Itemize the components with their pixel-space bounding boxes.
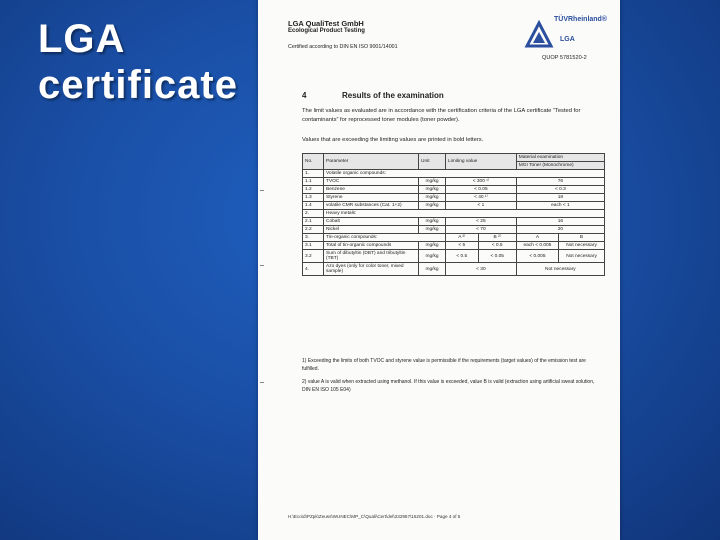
footnote-1: 1) Exceeding the limits of both TVOC and styrene value is permissible if the requirements (target values) of the emission test are fulfilled. — [302, 358, 586, 372]
company-name: LGA QualiTest GmbH — [288, 19, 364, 28]
table-row — [303, 263, 605, 276]
cell: < 0.3 — [516, 186, 604, 194]
cell: mg/kg — [419, 186, 446, 194]
cell: Total of tin-organic compounds — [324, 242, 419, 250]
cell: Heavy metals: — [324, 210, 605, 218]
cell: 2.2 — [303, 226, 324, 234]
cell: A — [516, 234, 558, 242]
cell: 1.4 — [303, 202, 324, 210]
intro-paragraph: The limit values as evaluated are in accordance with the certification criteria of the LGA certificate “Tested for contaminants” for reprocessed toner modules (toner powder). — [302, 108, 581, 123]
cell: 1. — [303, 170, 324, 178]
cell: Not necessary — [559, 250, 605, 263]
cell: 1.3 — [303, 194, 324, 202]
cell: each < 0.005 — [516, 242, 558, 250]
cell: mg/kg — [419, 202, 446, 210]
cell: < 40 ¹⁾ — [446, 194, 517, 202]
cell: 20 — [516, 226, 604, 234]
section-number: 4 — [302, 91, 307, 100]
table-row — [303, 218, 605, 226]
cell: TVOC — [324, 178, 419, 186]
footnotes — [302, 358, 602, 400]
cell: mg/kg — [419, 178, 446, 186]
cell: 4. — [303, 263, 324, 276]
cell: < 25 — [446, 218, 517, 226]
table-row — [303, 194, 605, 202]
company-subtitle: Ecological Product Testing — [288, 28, 365, 34]
table-row — [303, 178, 605, 186]
tuv-triangle-logo — [524, 20, 554, 50]
table-row — [303, 202, 605, 210]
col-unit: Unit — [419, 154, 446, 170]
col-parameter: Parameter — [324, 154, 419, 170]
table-row — [303, 170, 605, 178]
cell: Not necessary — [516, 263, 604, 276]
slide-title-line2: certificate — [38, 63, 238, 107]
slide-title-line1: LGA — [38, 17, 126, 61]
table-row — [303, 242, 605, 250]
cell: Not necessary — [559, 242, 605, 250]
cell: 3.2 — [303, 250, 324, 263]
table-row — [303, 186, 605, 194]
certification-line: Certified according to DIN EN ISO 9001/14001 — [288, 44, 398, 50]
cell: < 0.5 — [478, 242, 516, 250]
section-title: Results of the examination — [342, 91, 444, 100]
cell: Benzene — [324, 186, 419, 194]
cell: A ²⁾ — [446, 234, 479, 242]
bold-note: Values that are exceeding the limiting values are printed in bold letters. — [302, 137, 484, 143]
cell: 76 — [516, 178, 604, 186]
cell: mg/kg — [419, 218, 446, 226]
col-toner: MGI Toner (Monochrome) — [516, 162, 604, 170]
cell: < 30 — [446, 263, 517, 276]
cell: < 0.005 — [516, 250, 558, 263]
margin-mark — [260, 265, 264, 266]
cell: volatile CMR substances (Cat. 1+2) — [324, 202, 419, 210]
cell: < 5 — [446, 242, 479, 250]
table-row — [303, 226, 605, 234]
cell: 3.1 — [303, 242, 324, 250]
cell: < 70 — [446, 226, 517, 234]
cell: B ²⁾ — [478, 234, 516, 242]
quop-number: QUOP 5781520-2 — [542, 55, 587, 61]
col-no: No. — [303, 154, 324, 170]
cell: < 300 ¹⁾ — [446, 178, 517, 186]
tuv-brand: TÜVRheinland® — [554, 16, 607, 23]
cell: Tin-organic compounds: — [324, 234, 446, 242]
cell: < 1 — [446, 202, 517, 210]
cell: 1.1 — [303, 178, 324, 186]
margin-mark — [260, 382, 264, 383]
results-table — [302, 153, 605, 276]
cell: Nickel — [324, 226, 419, 234]
table-header-row — [303, 154, 605, 162]
cell: < 0.5 — [446, 250, 479, 263]
cell: mg/kg — [419, 242, 446, 250]
cell: Styrene — [324, 194, 419, 202]
cell: 2. — [303, 210, 324, 218]
cell: Cobalt — [324, 218, 419, 226]
cell: 18 — [516, 194, 604, 202]
col-limit: Limiting value — [446, 154, 517, 170]
cell: Azo dyes (only for color toner, mixed sample) — [324, 263, 419, 276]
table-row — [303, 250, 605, 263]
cell: mg/kg — [419, 250, 446, 263]
cell: 16 — [516, 218, 604, 226]
cell: 2.1 — [303, 218, 324, 226]
col-material: Material examination — [516, 154, 604, 162]
cell: each < 1 — [516, 202, 604, 210]
cell: Sum of dibutyltin (DBT) and tributyltin (TBT) — [324, 250, 419, 263]
cell: 1.2 — [303, 186, 324, 194]
cell: B — [559, 234, 605, 242]
certificate-page — [258, 0, 620, 540]
slide-title — [38, 16, 238, 108]
margin-mark — [260, 190, 264, 191]
cell: Volatile organic compounds: — [324, 170, 605, 178]
cell: 3. — [303, 234, 324, 242]
cell: mg/kg — [419, 263, 446, 276]
table-row — [303, 234, 605, 242]
footnote-2: 2) value A is valid when extracted using methanol. If this value is exceeded, value B is valid (extraction using artificial sweat solution, DIN EN ISO 105 E04) — [302, 379, 595, 393]
table-row — [303, 210, 605, 218]
cell: < 0.05 — [478, 250, 516, 263]
cell: < 0.05 — [446, 186, 517, 194]
cell: mg/kg — [419, 194, 446, 202]
cell: mg/kg — [419, 226, 446, 234]
page-footer: H:\Eco\d\PZpk\Zeuss\WUNEC\MP_C\Quali\Cert\del\232957\15201.doc · Page 4 of 5 — [288, 514, 461, 519]
lga-logo-text: LGA — [560, 36, 575, 43]
